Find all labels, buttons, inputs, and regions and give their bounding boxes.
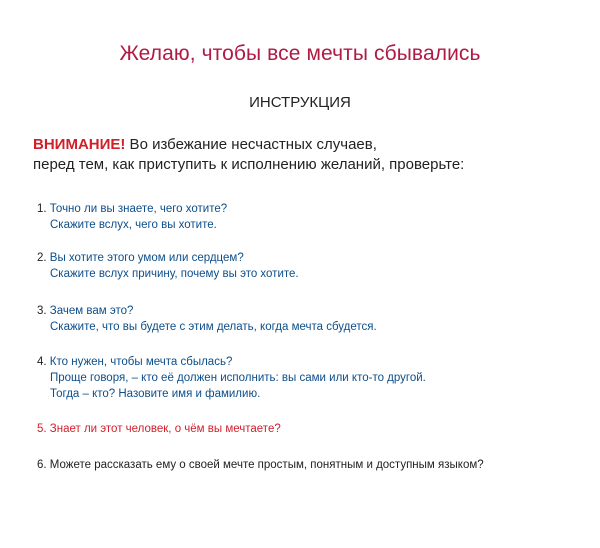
item-number: 5. [37,423,47,435]
list-item [37,250,582,282]
list-item [37,421,582,437]
list-item [37,354,582,402]
item-question: Вы хотите этого умом или сердцем? [49,252,244,264]
item-number: 6. [37,459,47,471]
warning-line-1: Во избежание несчастных случаев, [125,136,377,153]
item-number: 2. [37,252,47,264]
list-item [37,457,582,473]
item-question: Кто нужен, чтобы мечта сбылась? [49,356,233,368]
page-title: Желаю, чтобы все мечты сбывались [119,42,481,65]
warning-block [33,135,593,175]
item-question: Знает ли этот человек, о чём вы мечтаете? [49,423,281,435]
item-number: 3. [37,305,47,317]
item-answer: Проще говоря, – кто её должен исполнить: вы сами или кто-то другой. [50,372,426,384]
list-item [37,303,582,335]
item-question: Можете рассказать ему о своей мечте простым, понятным и доступным языком? [49,459,484,471]
item-question: Зачем вам это? [49,305,134,317]
item-answer: Скажите, что вы будете с этим делать, когда мечта сбудется. [50,321,377,333]
list-item [37,201,582,233]
item-number: 1. [37,203,47,215]
warning-line-2: перед тем, как приступить к исполнению желаний, проверьте: [33,156,465,173]
item-answer: Тогда – кто? Назовите имя и фамилию. [50,388,261,400]
page-subtitle: ИНСТРУКЦИЯ [249,94,351,111]
warning-alert-label: ВНИМАНИЕ! [33,136,126,153]
item-question: Точно ли вы знаете, чего хотите? [49,203,228,215]
item-answer: Скажите вслух причину, почему вы это хотите. [50,268,299,280]
item-answer: Скажите вслух, чего вы хотите. [50,219,217,231]
item-number: 4. [37,356,47,368]
